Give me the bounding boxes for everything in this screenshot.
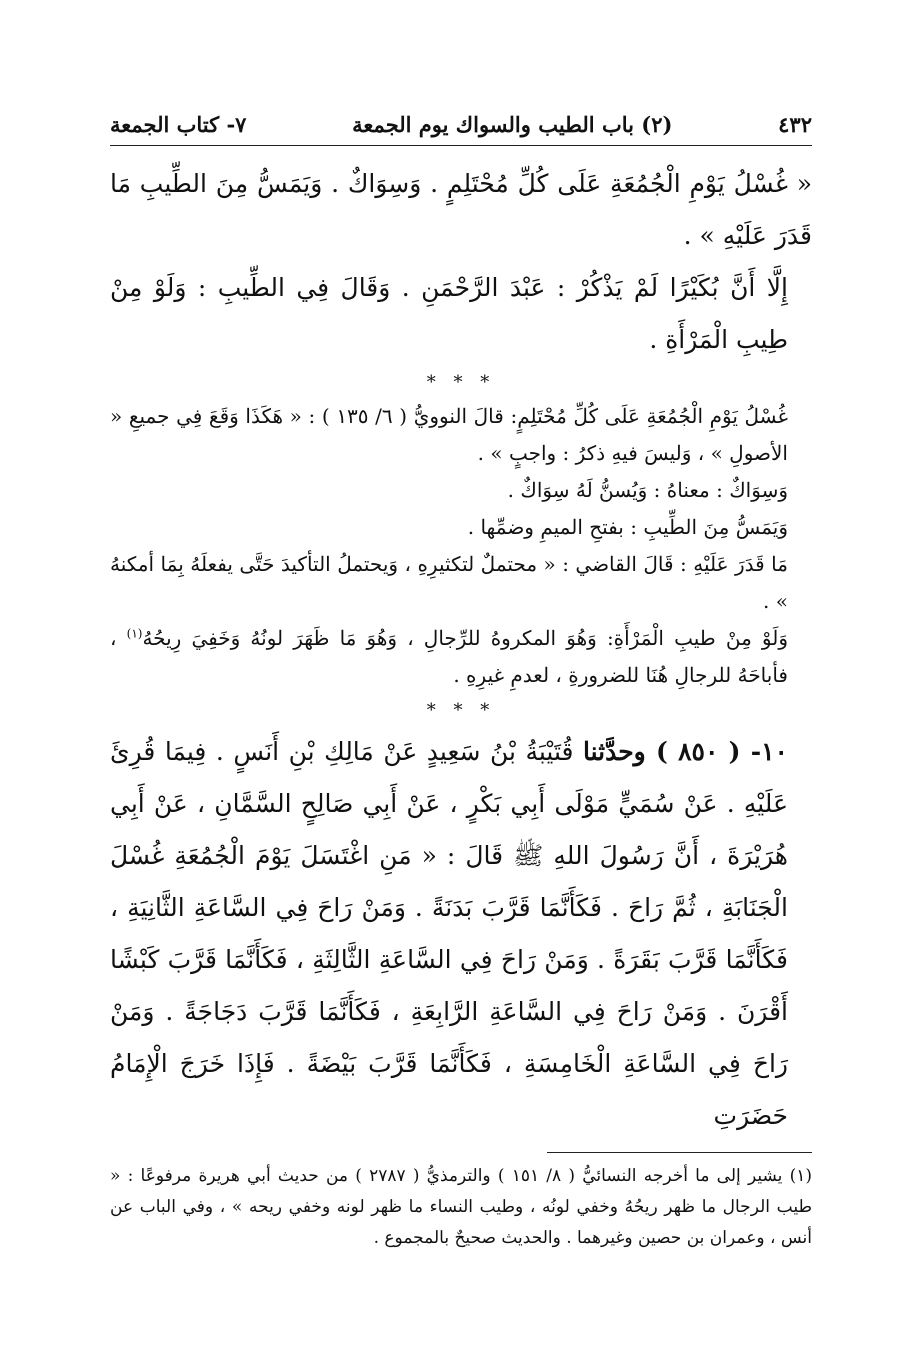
section-divider-1: * * * [426,372,496,393]
hadith-number: ١٠- ( ٨٥٠ ) وحدَّثنا [582,737,788,766]
hadith-850-text: قُتَيْبَةُ بْنُ سَعِيدٍ عَنْ مَالِكِ بْنِ أَنَسٍ . فِيمَا قُرِئَ عَلَيْهِ . عَنْ سُمَيٍّ مَوْلَى أَبِي بَكْرٍ ، عَنْ أَبِي صَالِحٍ السَّمَّانِ ، عَنْ أَبِي هُرَيْرَةَ ، أَنَّ رَسُولَ اللهِ ﷺ قَالَ : « مَنِ اغْتَسَلَ يَوْمَ الْجُمُعَةِ غُسْلَ الْجَنَابَةِ ، ثُمَّ رَاحَ . فَكَأَنَّمَا قَرَّبَ بَدَنَةً . وَمَنْ رَاحَ فِي السَّاعَةِ الثَّانِيَةِ ، فَكَأَنَّمَا قَرَّبَ بَقَرَةً . وَمَنْ رَاحَ فِي السَّاعَةِ الثَّالِثَةِ ، فَكَأَنَّمَا قَرَّبَ كَبْشًا أَقْرَنَ . وَمَنْ رَاحَ فِي السَّاعَةِ الرَّابِعَةِ ، فَكَأَنَّمَا قَرَّبَ دَجَاجَةً . وَمَنْ رَاحَ فِي السَّاعَةِ الْخَامِسَةِ ، فَكَأَنَّمَا قَرَّبَ بَيْضَةً . فَإِذَا خَرَجَ الْإِمَامُ حَضَرَتِ [110,737,788,1130]
hadith-text-b: إِلَّا أَنَّ بُكَيْرًا لَمْ يَذْكُرْ : عَبْدَ الرَّحْمَنِ . وَقَالَ فِي الطِّيبِ : وَلَوْ مِنْ طِيبِ الْمَرْأَةِ . [110,273,788,354]
hadith-text-a: « غُسْلُ يَوْمِ الْجُمُعَةِ عَلَى كُلِّ مُحْتَلِمٍ . وَسِوَاكٌ . وَيَمَسُّ مِنَ الطِّيبِ مَا قَدَرَ عَلَيْهِ » . [110,169,812,250]
book-title: ٧- كتاب الجمعة [110,112,247,137]
hadith-850 [110,726,812,1142]
commentary-3: وَيَمَسُّ مِنَ الطِّيبِ : بفتحِ الميمِ وضمِّها . [467,515,788,539]
footnote-divider [547,1152,812,1153]
running-header [110,112,812,146]
section-divider-2: * * * [426,700,496,721]
page-number: ٤٣٢ [778,112,812,137]
commentary-2: وَسِوَاكٌ : معناهُ : وَيُسنُّ لَهُ سِوَاكٌ . [507,478,788,502]
footnote-1: (١) يشير إلى ما أخرجه النسائيُّ ( ٨/ ١٥١ ) والترمذيُّ ( ٢٧٨٧ ) من حديث أبي هريرة مرفوعًا : « طيب الرجال ما ظهر ريحُهُ وخفي لونُه ، وطيب النساء ما ظهر لونه وخفي ريحه » ، وفي الباب عن أنس ، وعمران بن حصين وغيرهما . والحديث صحيحٌ بالمجموع . [110,1166,812,1248]
commentary-1: غُسْلُ يَوْمِ الْجُمُعَةِ عَلَى كُلِّ مُحْتَلِمٍ: قالَ النوويُّ ( ٦/ ١٣٥ ) : « هَكَذَا وَقَعَ فِي جميعِ « الأصولِ » ، وَليسَ فيهِ ذكرُ : واجبٍ » . [110,404,788,465]
commentary-5-part-b: ، فأباحَهُ للرجالِ هُنَا للضرورةِ ، لعدمِ غيرِهِ . [110,626,788,687]
commentary-5-part-a: وَلَوْ مِنْ طيبِ الْمَرْأَةِ: وَهُوَ المكروهُ للرِّجالِ ، وَهُوَ مَا ظَهَرَ لونُهُ وَخَفِيَ رِيحُهُ [142,626,789,650]
commentary-5 [110,620,812,694]
commentary-4: مَا قَدَرَ عَلَيْهِ : قَالَ القاضي : « محتملٌ لتكثيرِهِ ، وَيحتملُ التأكيدَ حَتَّى يفعلَهُ بِمَا أمكنهُ » . [110,552,788,613]
footnote-reference[interactable]: (١) [126,626,143,641]
chapter-title: (٢) باب الطيب والسواك يوم الجمعة [352,112,673,137]
